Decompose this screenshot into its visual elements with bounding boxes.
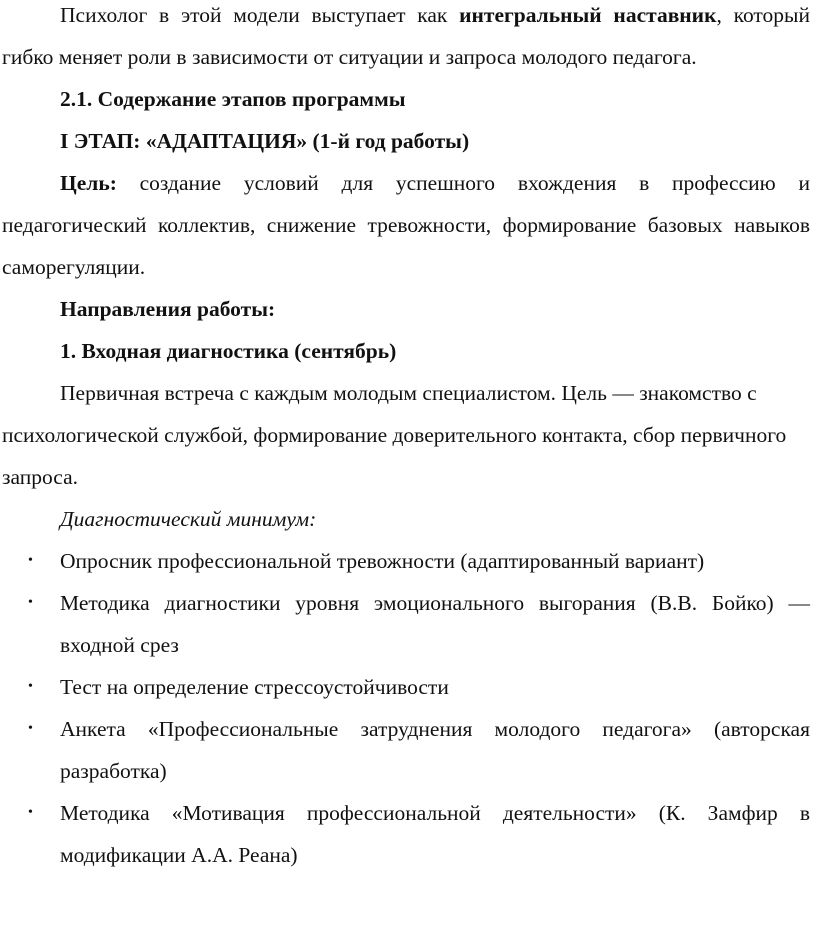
bullet-icon: • — [28, 721, 33, 736]
diagnostic-label: Диагностический минимум: — [60, 507, 317, 531]
list-item-text: Анкета «Профессиональные затруднения молодого педагога» (авторская разработка) — [60, 717, 810, 783]
intro-text-after: , который гибко меняет роли в зависимости от ситуации и запроса молодого педагога. — [2, 3, 810, 69]
list-item — [2, 666, 810, 708]
bullet-icon: • — [28, 805, 33, 820]
list-item-text: Тест на определение стрессоустойчивости — [60, 675, 449, 699]
goal-text: создание условий для успешного вхождения в профессию и педагогический коллектив, снижение тревожности, формирование базовых навыков саморегуляции. — [2, 171, 810, 279]
intro-text-before: Психолог в этой модели выступает как — [60, 3, 460, 27]
bullet-icon: • — [28, 553, 33, 568]
list-item — [2, 708, 810, 792]
intro-paragraph — [2, 0, 810, 78]
list-item-text: Опросник профессиональной тревожности (адаптированный вариант) — [60, 549, 705, 573]
list-item — [2, 582, 810, 666]
directions-title: Направления работы: — [60, 297, 276, 321]
list-item-text: Методика «Мотивация профессиональной деятельности» (К. Замфир в модификации А.А. Реана) — [60, 801, 810, 867]
intro-bold-term: интегральный наставник — [459, 3, 717, 27]
direction-1-title: 1. Входная диагностика (сентябрь) — [60, 339, 397, 363]
diagnostic-list — [2, 540, 810, 876]
section-title: 2.1. Содержание этапов программы — [60, 87, 406, 111]
bullet-icon: • — [28, 679, 33, 694]
stage-title: I ЭТАП: «АДАПТАЦИЯ» (1-й год работы) — [60, 129, 470, 153]
list-item — [2, 540, 810, 582]
bullet-icon: • — [28, 595, 33, 610]
list-item — [2, 792, 810, 876]
goal-paragraph — [2, 162, 810, 288]
direction-1-text: Первичная встреча с каждым молодым специалистом. Цель — знакомство с психологической службой, формирование доверительного контакта, сбор первичного запроса. — [2, 381, 787, 489]
list-item-text: Методика диагностики уровня эмоционального выгорания (В.В. Бойко) — входной срез — [60, 591, 810, 657]
goal-label: Цель: — [60, 171, 117, 195]
